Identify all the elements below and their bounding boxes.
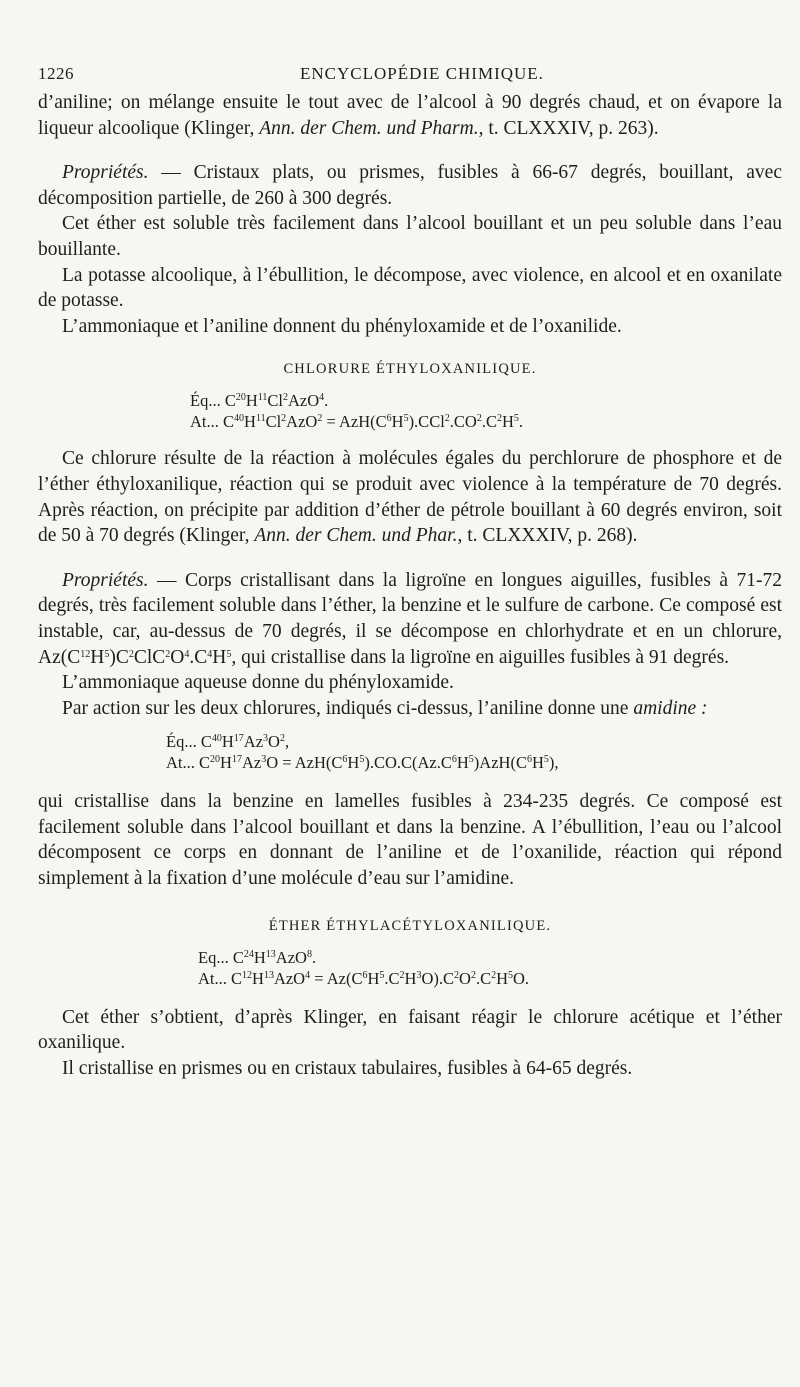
paragraph-3: La potasse alcoolique, à l’ébullition, le décompose, avec violence, en alcool et en oxanilate de potasse. (38, 264, 782, 312)
page-number: 1226 (38, 64, 74, 83)
formula-ether: Eq... $C^{24}H^{13}AzO^8$. At... $C^{12}H^{13}AzO^4 = Az(C^6H^5.C^2H^3O).C^2O^2.C^2H^5O$. (198, 947, 530, 988)
page (38, 64, 782, 1081)
properties-label: Propriétés. (62, 162, 149, 184)
paragraph-properties-2: Propriétés. — Corps cristallisant dans la ligroïne en longues aiguilles, fusibles à 71-72 degrés, très facilement soluble dans l’éther, la benzine et le sulfure de carbone. Ce composé est instable, car, au-dessus de 70 degrés, il se décompose en chlorhydrate et en un chlorure, $Az(C^{12}H^5)C^2ClC^2O^4.C^4H^5$, qui cristallise dans la ligroïne en aiguilles fusibles à 91 degrés. (38, 569, 782, 668)
paragraph-8: qui cristallise dans la benzine en lamelles fusibles à 234-235 degrés. Ce composé est facilement soluble dans l’alcool bouillant et dans la benzine. A l’ébullition, l’eau ou l’alcool décomposent ce corps en donnant de l’aniline et de l’oxanilide, réaction qui répond simplement à la fixation d’une molécule d’eau sur l’amidine. (38, 791, 782, 890)
paragraph-5: Ce chlorure résulte de la réaction à molécules égales du perchlorure de phosphore et de l’éther éthyloxanilique, réaction qui se produit avec violence à la température de 70 degrés. Après réaction, on précipite par addition d’éther de pétrole bouillant à 60 degrés environ, soit de 50 à 70 degrés (Klinger, Ann. der Chem. und Phar., t. CLXXXIV, p. 268). (38, 448, 782, 547)
paragraph-properties-1: Propriétés. — Cristaux plats, ou prismes, fusibles à 66-67 degrés, bouillant, avec décomposition partielle, de 260 à 300 degrés. (38, 162, 782, 209)
section-heading-chlorure: CHLORURE ÉTHYLOXANILIQUE. (283, 361, 537, 378)
paragraph-2: Cet éther est soluble très facilement dans l’alcool bouillant et un peu soluble dans l’eau bouillante. (38, 213, 782, 260)
paragraph-6: L’ammoniaque aqueuse donne du phényloxamide. (62, 672, 454, 694)
paragraph-9: Cet éther s’obtient, d’après Klinger, en faisant réagir le chlorure acétique et l’éther oxanilique. (38, 1006, 782, 1054)
paragraph-10: Il cristallise en prismes ou en cristaux tabulaires, fusibles à 64-65 degrés. (62, 1057, 633, 1079)
paragraph-4: L’ammoniaque et l’aniline donnent du phényloxamide et de l’oxanilide. (62, 315, 622, 337)
paragraph-1: d’aniline; on mélange ensuite le tout avec de l’alcool à 90 degrés chaud, et on évapore la liqueur alcoolique (Klinger, Ann. der Chem. und Pharm., t. CLXXXIV, p. 263). (38, 92, 782, 139)
running-title: ENCYCLOPÉDIE CHIMIQUE. (300, 64, 544, 83)
paragraph-7: Par action sur les deux chlorures, indiqués ci-dessus, l’aniline donne une amidine : (62, 697, 708, 719)
formula-amidine: Éq... $C^{40}H^{17}Az^3O^2$, At... $C^{20}H^{17}Az^3O = AzH(C^6H^5).CO.C(Az.C^6H^5)AzH(C^6H^5)$, (166, 732, 559, 773)
section-heading-ether: ÉTHER ÉTHYLACÉTYLOXANILIQUE. (268, 917, 552, 934)
running-header (38, 64, 782, 90)
formula-chlorure: Éq... $C^{20}H^{11}Cl^2AzO^4$. At... $C^{40}H^{11}Cl^2AzO^2 = AzH(C^6H^5).CCl^2.CO^2.C^2H^5$. (190, 391, 524, 432)
properties-label: Propriétés. (62, 569, 149, 591)
